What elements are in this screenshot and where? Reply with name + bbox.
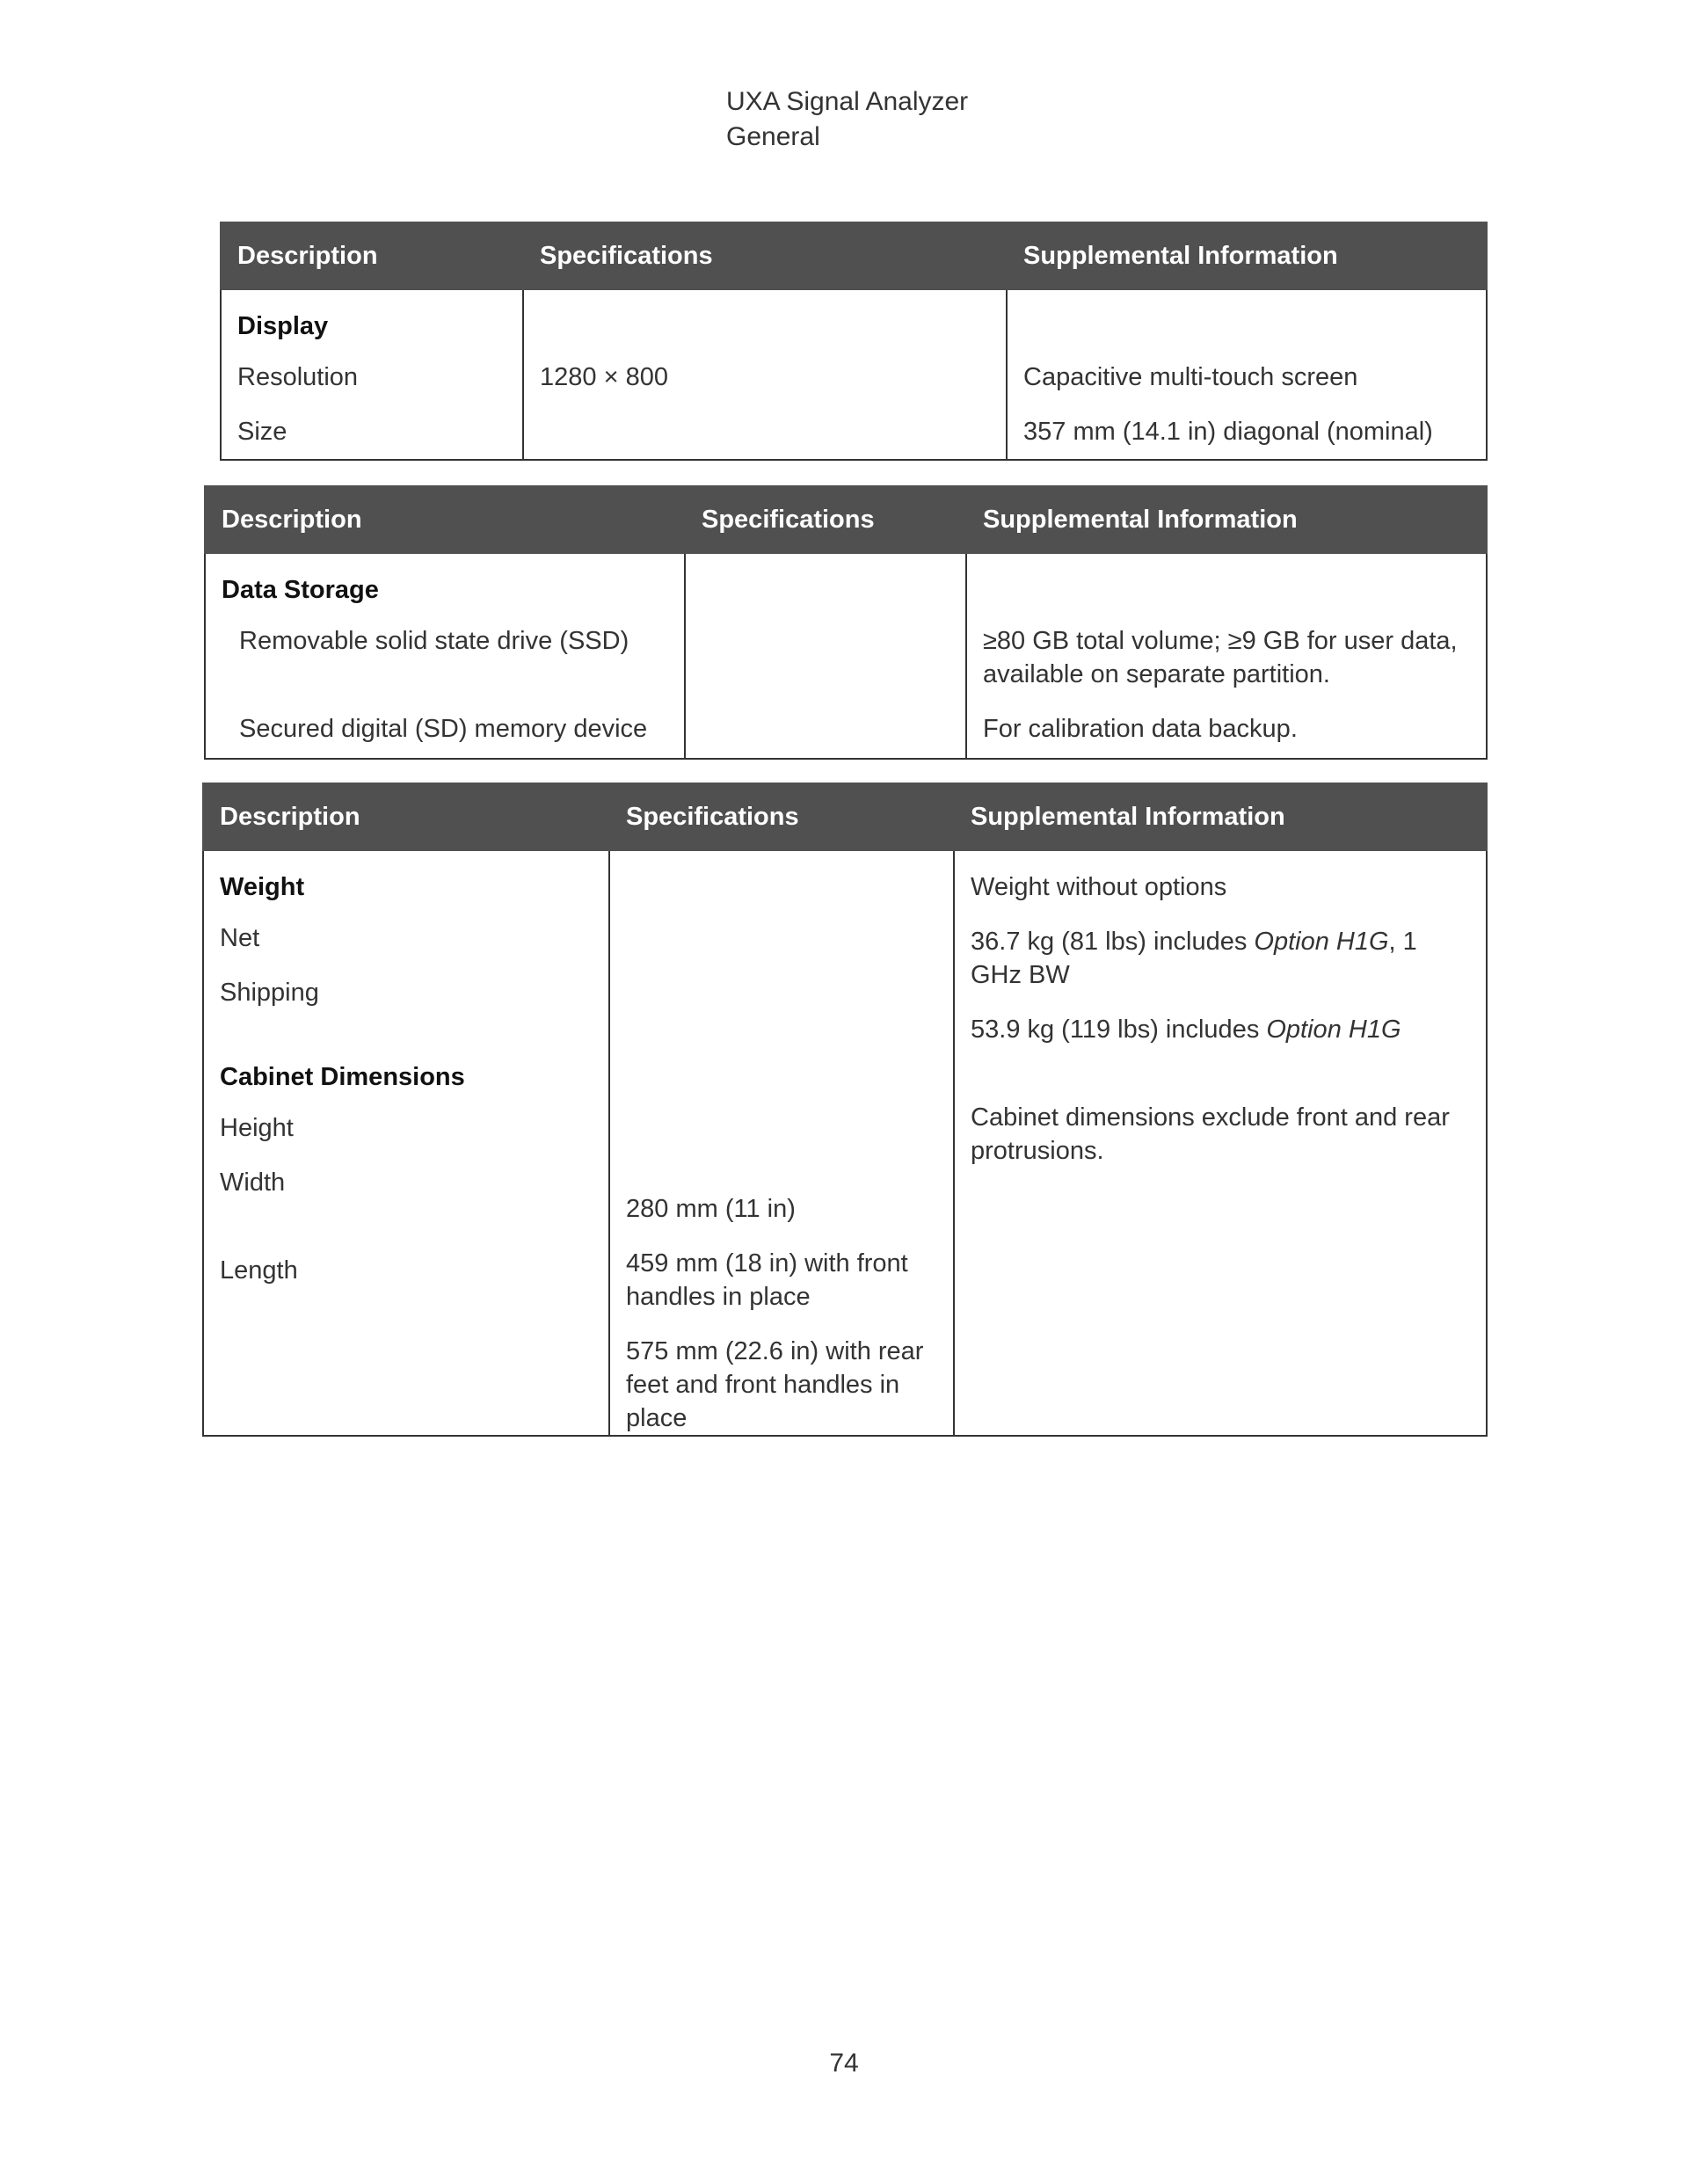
description-cell xyxy=(205,553,685,759)
page-header xyxy=(726,84,968,155)
shipping-info-option: Option H1G xyxy=(1266,1016,1401,1044)
ssd-info-line-1: ≥80 GB total volume; ≥9 GB for user data, xyxy=(983,627,1458,655)
table-row xyxy=(221,289,1487,460)
width-spec-line-1: 459 mm (18 in) with front xyxy=(626,1249,908,1278)
sd-label: Secured digital (SD) memory device xyxy=(239,715,648,743)
length-spec-line-2: feet and front handles in place xyxy=(626,1371,900,1432)
height-spec: 280 mm (11 in) xyxy=(626,1195,796,1223)
cabinet-dimensions-group-label: Cabinet Dimensions xyxy=(220,1063,465,1091)
cabinet-note-line-1: Cabinet dimensions exclude front and rear xyxy=(971,1103,1450,1132)
specifications-cell xyxy=(523,289,1007,460)
column-header-specifications: Specifications xyxy=(609,783,954,850)
size-info: 357 mm (14.1 in) diagonal (nominal) xyxy=(1023,418,1433,446)
resolution-label: Resolution xyxy=(237,363,359,391)
length-label: Length xyxy=(220,1256,298,1285)
column-header-description: Description xyxy=(205,486,685,553)
data-storage-spec-table xyxy=(204,485,1488,760)
height-label: Height xyxy=(220,1114,294,1142)
net-info-suffix: , 1 GHz BW xyxy=(971,928,1417,989)
width-label: Width xyxy=(220,1168,286,1197)
table-header-row xyxy=(221,222,1487,289)
column-header-description: Description xyxy=(221,222,523,289)
table-header-row xyxy=(203,783,1487,850)
page-number: 74 xyxy=(829,2049,859,2078)
weight-note: Weight without options xyxy=(971,873,1227,901)
table-row xyxy=(205,553,1487,759)
data-storage-group-label: Data Storage xyxy=(222,576,379,604)
description-cell xyxy=(203,850,609,1436)
specifications-cell xyxy=(609,850,954,1436)
column-header-supplemental: Supplemental Information xyxy=(966,486,1487,553)
table-row xyxy=(203,850,1487,1436)
resolution-info: Capacitive multi-touch screen xyxy=(1023,363,1358,391)
table-header-row xyxy=(205,486,1487,553)
width-spec-line-2: handles in place xyxy=(626,1283,811,1311)
shipping-info xyxy=(971,1013,1470,1046)
supplemental-cell xyxy=(1007,289,1487,460)
length-spec-line-1: 575 mm (22.6 in) with rear xyxy=(626,1337,924,1365)
column-header-description: Description xyxy=(203,783,609,850)
resolution-spec: 1280 × 800 xyxy=(540,363,668,391)
column-header-specifications: Specifications xyxy=(685,486,966,553)
display-group-label: Display xyxy=(237,312,329,340)
ssd-info-line-2: available on separate partition. xyxy=(983,660,1330,688)
column-header-supplemental: Supplemental Information xyxy=(1007,222,1487,289)
column-header-supplemental: Supplemental Information xyxy=(954,783,1487,850)
weight-dimensions-spec-table xyxy=(202,783,1488,1437)
net-info-text: 36.7 kg (81 lbs) includes xyxy=(971,928,1255,956)
column-header-specifications: Specifications xyxy=(523,222,1007,289)
supplemental-cell xyxy=(966,553,1487,759)
specifications-cell xyxy=(685,553,966,759)
display-spec-table xyxy=(220,222,1488,461)
net-info-option: Option H1G xyxy=(1254,928,1389,956)
size-label: Size xyxy=(237,418,287,446)
net-label: Net xyxy=(220,924,260,952)
weight-group-label: Weight xyxy=(220,873,305,901)
cabinet-note-line-2: protrusions. xyxy=(971,1137,1104,1165)
description-cell xyxy=(221,289,523,460)
sd-info: For calibration data backup. xyxy=(983,715,1298,743)
document-title: UXA Signal Analyzer xyxy=(726,87,969,116)
supplemental-cell xyxy=(954,850,1487,1436)
ssd-label: Removable solid state drive (SSD) xyxy=(239,627,629,655)
section-title: General xyxy=(726,122,820,151)
shipping-label: Shipping xyxy=(220,979,319,1007)
shipping-info-text: 53.9 kg (119 lbs) includes xyxy=(971,1016,1267,1044)
net-info xyxy=(971,925,1470,992)
